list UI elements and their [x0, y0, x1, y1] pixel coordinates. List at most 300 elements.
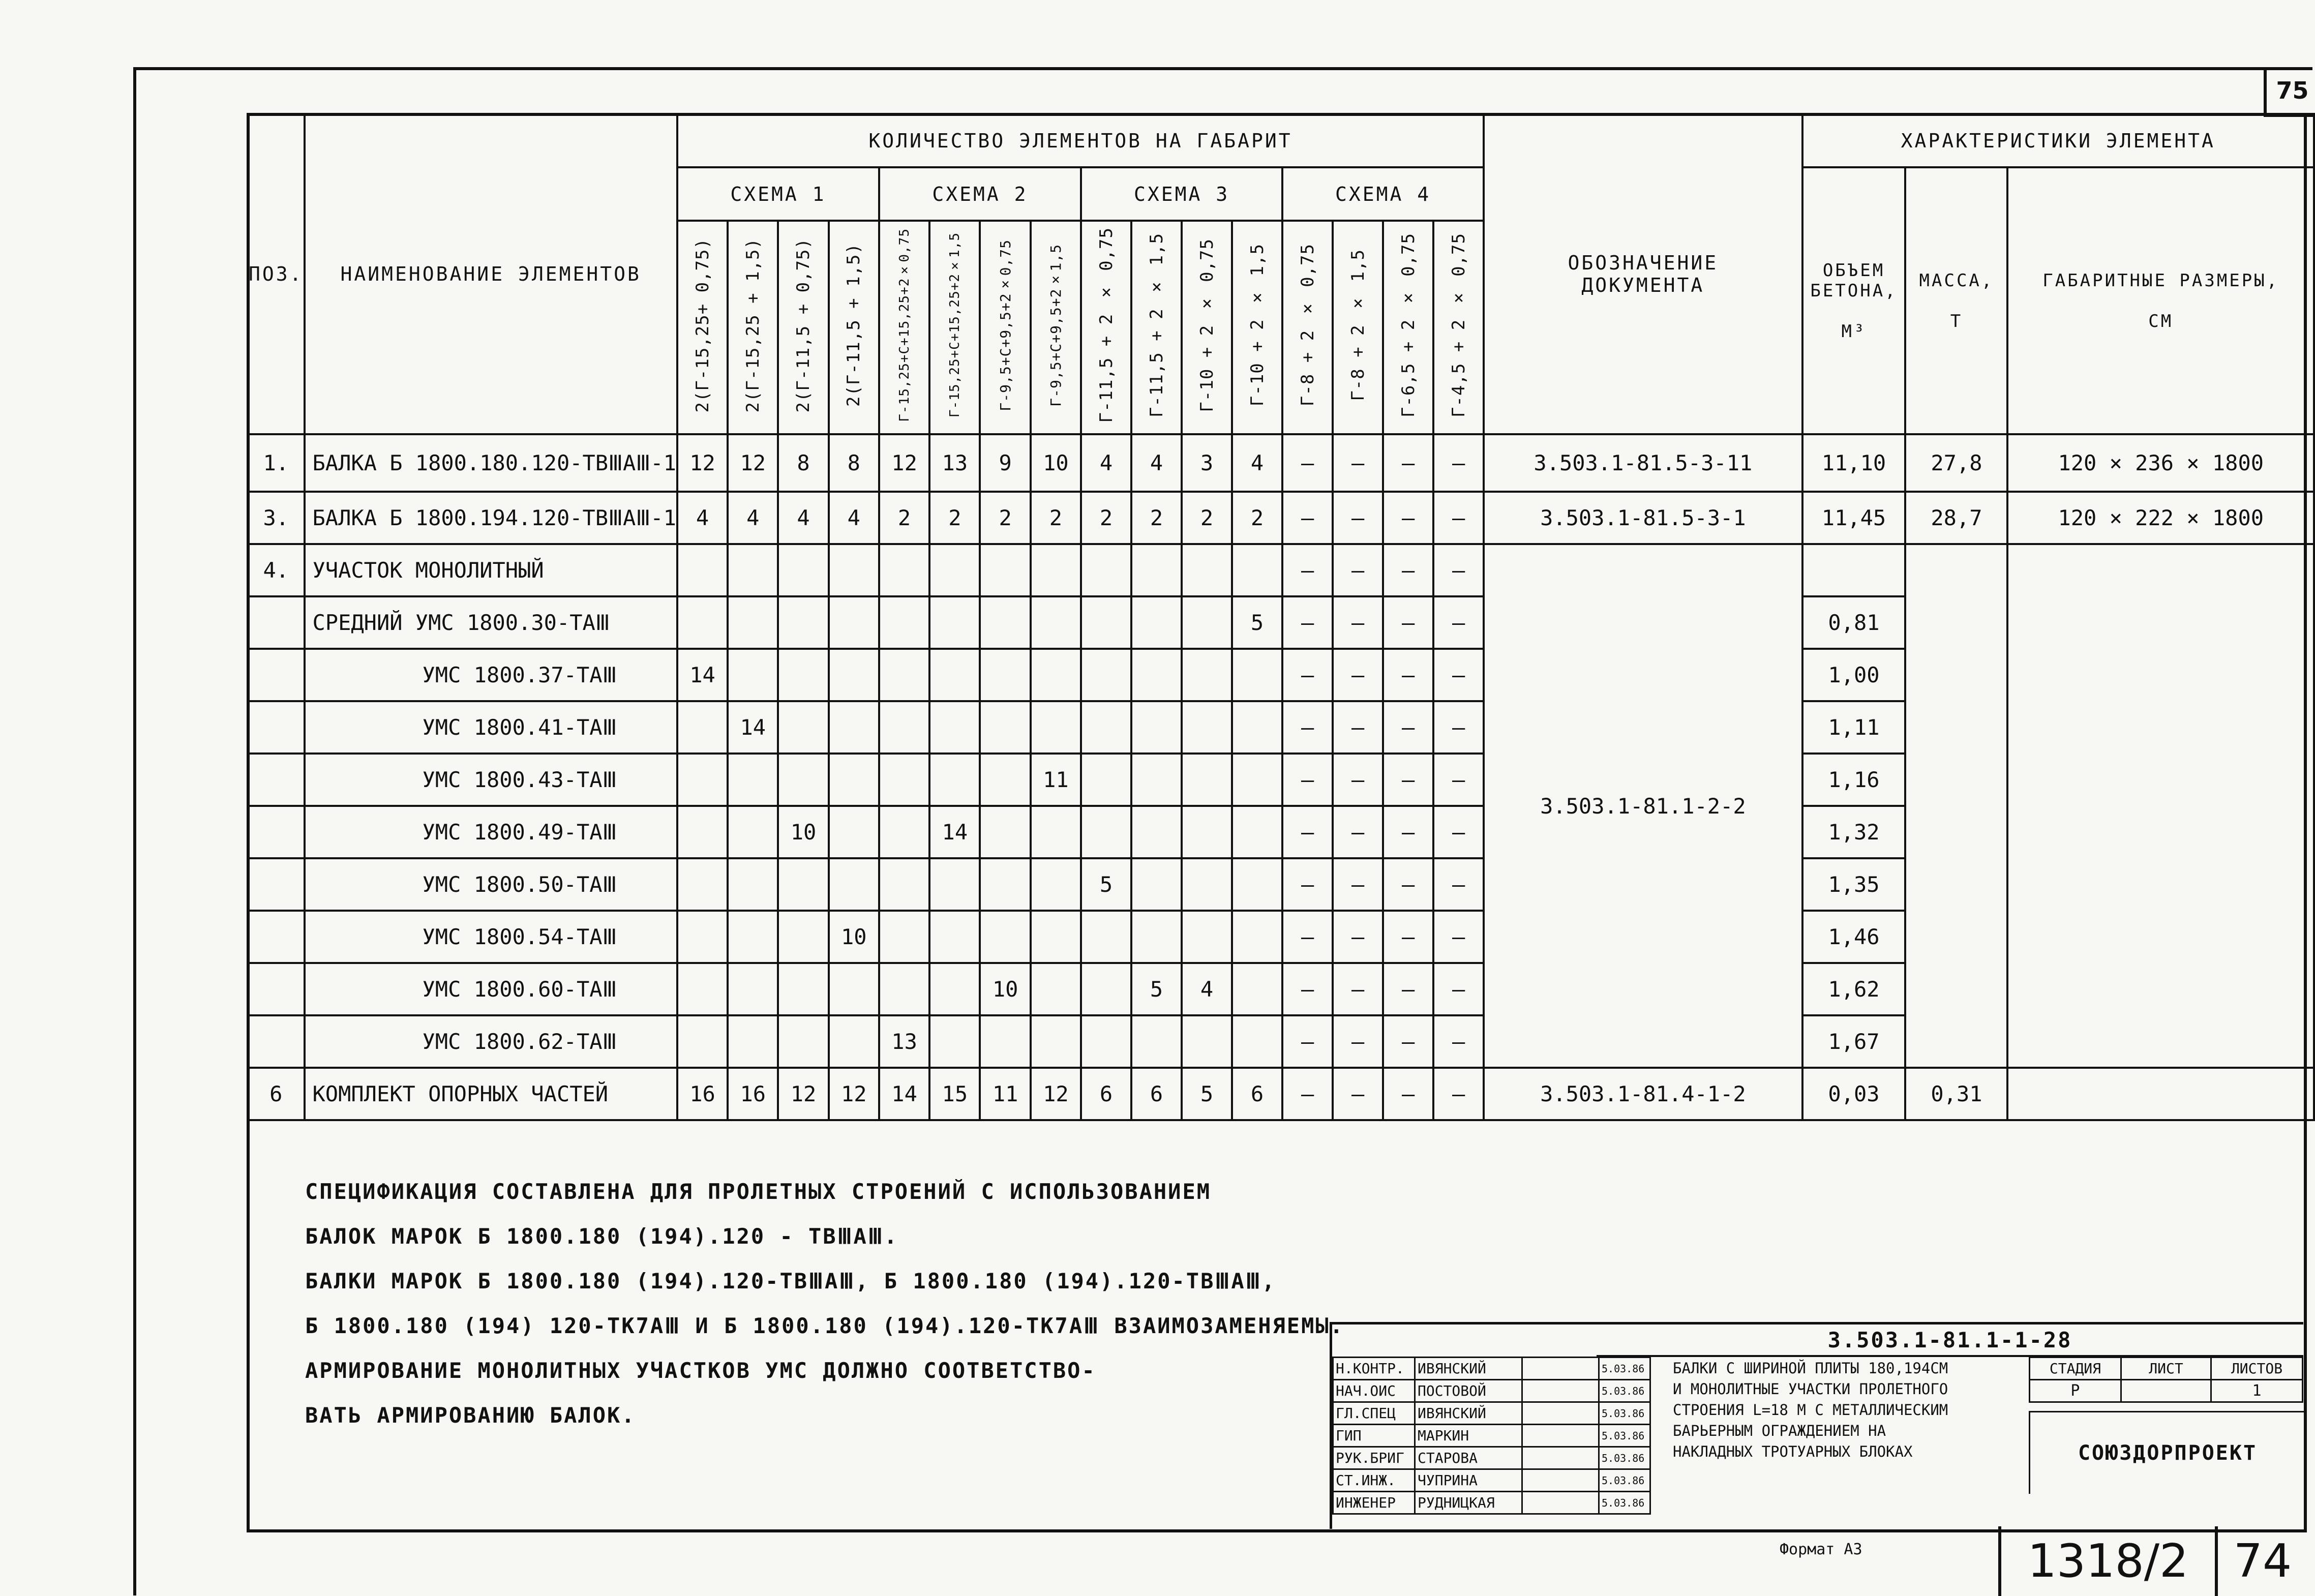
signature-name: ЧУПРИНА [1415, 1469, 1522, 1492]
note-line: АРМИРОВАНИЕ МОНОЛИТНЫХ УЧАСТКОВ УМС ДОЛЖНО СООТВЕТСТВО- [305, 1358, 1096, 1383]
count-cell: — [1333, 806, 1383, 858]
count-cell [778, 701, 828, 754]
count-cell [980, 1015, 1030, 1068]
signature-role: НАЧ.ОИС [1333, 1380, 1415, 1402]
count-cell [728, 1015, 778, 1068]
specification-table [247, 113, 2315, 1121]
count-cell [728, 963, 778, 1015]
count-cell [829, 754, 879, 806]
note-line: ВАТЬ АРМИРОВАНИЮ БАЛОК. [305, 1403, 636, 1428]
count-cell [829, 544, 879, 596]
count-cell: — [1282, 1015, 1333, 1068]
count-cell [1081, 701, 1131, 754]
count-cell: — [1282, 806, 1333, 858]
count-cell [1081, 963, 1131, 1015]
signature-signature [1522, 1492, 1599, 1514]
row-doc: 3.503.1-81.5-3-1 [1484, 492, 1802, 544]
count-cell [1031, 806, 1081, 858]
gabarit-14: Г-8 + 2 × 1,5 [1333, 221, 1383, 434]
count-cell: — [1282, 754, 1333, 806]
count-cell [879, 858, 929, 911]
scheme-2: СХЕМА 2 [879, 167, 1081, 221]
count-cell [1081, 1015, 1131, 1068]
count-cell [1232, 649, 1282, 701]
count-cell: — [1282, 649, 1333, 701]
header-doc: ОБОЗНАЧЕНИЕ ДОКУМЕНТА [1484, 114, 1802, 434]
count-cell: — [1333, 911, 1383, 963]
row-dims [2007, 1068, 2314, 1120]
count-cell: — [1383, 1068, 1433, 1120]
row-volume: 11,10 [1802, 434, 1906, 492]
signature-date: 5.03.86 [1599, 1447, 1650, 1469]
count-cell [778, 911, 828, 963]
count-cell [1131, 701, 1182, 754]
count-cell: — [1383, 858, 1433, 911]
count-cell: — [1433, 596, 1484, 649]
count-cell [778, 649, 828, 701]
row-pos [248, 1015, 305, 1068]
count-cell [980, 806, 1030, 858]
signature-role: СТ.ИНЖ. [1333, 1469, 1415, 1492]
count-cell [879, 754, 929, 806]
row-name: УЧАСТОК МОНОЛИТНЫЙ [305, 544, 677, 596]
count-cell [1232, 963, 1282, 1015]
count-cell: 4 [677, 492, 728, 544]
count-cell: 5 [1182, 1068, 1232, 1120]
organization-name: СОЮЗДОРПРОЕКТ [2029, 1411, 2305, 1494]
count-cell [879, 649, 929, 701]
header-count: КОЛИЧЕСТВО ЭЛЕМЕНТОВ НА ГАБАРИТ [677, 114, 1484, 167]
count-cell [1031, 911, 1081, 963]
count-cell: — [1433, 754, 1484, 806]
signature-role: РУК.БРИГ [1333, 1447, 1415, 1469]
count-cell [929, 911, 980, 963]
count-cell [728, 858, 778, 911]
header-name: НАИМЕНОВАНИЕ ЭЛЕМЕНТОВ [305, 114, 677, 434]
row-dims: 120 × 222 × 1800 [2007, 492, 2314, 544]
count-cell [728, 544, 778, 596]
count-cell: 3 [1182, 434, 1232, 492]
note-line: Б 1800.180 (194) 120-ТК7АⅢ И Б 1800.180 (194).120-ТК7АⅢ ВЗАИМОЗАМЕНЯЕМЫ. [305, 1313, 1344, 1338]
count-cell [1232, 544, 1282, 596]
count-cell: 12 [728, 434, 778, 492]
count-cell: 14 [879, 1068, 929, 1120]
count-cell [1182, 1015, 1232, 1068]
count-cell: 6 [1131, 1068, 1182, 1120]
count-cell [929, 596, 980, 649]
signature-row [1333, 1492, 1650, 1514]
count-cell [677, 963, 728, 1015]
count-cell [829, 858, 879, 911]
title-block [1330, 1322, 2303, 1529]
count-cell: 2 [980, 492, 1030, 544]
row-name: УМС 1800.37-ТАⅢ [305, 649, 677, 701]
count-cell [1081, 806, 1131, 858]
count-cell [929, 754, 980, 806]
count-cell [1131, 596, 1182, 649]
table-row [248, 434, 2314, 492]
count-cell: 13 [879, 1015, 929, 1068]
count-cell [879, 544, 929, 596]
count-cell [778, 1015, 828, 1068]
row-name: УМС 1800.43-ТАⅢ [305, 754, 677, 806]
count-cell: — [1333, 754, 1383, 806]
count-cell: — [1282, 911, 1333, 963]
count-cell: 5 [1131, 963, 1182, 1015]
count-cell [1131, 544, 1182, 596]
count-cell [677, 911, 728, 963]
count-cell: 2 [1131, 492, 1182, 544]
note-line: БАЛОК МАРОК Б 1800.180 (194).120 - ТВⅢАⅢ. [305, 1224, 899, 1249]
count-cell: — [1282, 858, 1333, 911]
gabarit-4: 2(Г-11,5 + 1,5) [829, 221, 879, 434]
gabarit-2: 2(Г-15,25 + 1,5) [728, 221, 778, 434]
count-cell [980, 544, 1030, 596]
count-cell: 4 [728, 492, 778, 544]
count-cell: — [1282, 596, 1333, 649]
signature-date: 5.03.86 [1599, 1425, 1650, 1447]
count-cell [778, 754, 828, 806]
count-cell: 11 [1031, 754, 1081, 806]
row-pos [248, 701, 305, 754]
count-cell: — [1383, 911, 1433, 963]
count-cell: — [1282, 492, 1333, 544]
signature-name: ИВЯНСКИЙ [1415, 1358, 1522, 1380]
count-cell: 10 [980, 963, 1030, 1015]
row-pos [248, 963, 305, 1015]
row-name: СРЕДНИЙ УМС 1800.30-ТАⅢ [305, 596, 677, 649]
gabarit-13: Г-8 + 2 × 0,75 [1282, 221, 1333, 434]
count-cell: — [1282, 544, 1333, 596]
count-cell: — [1433, 434, 1484, 492]
count-cell [929, 649, 980, 701]
signature-row [1333, 1425, 1650, 1447]
count-cell: 14 [929, 806, 980, 858]
count-cell: 12 [1031, 1068, 1081, 1120]
count-cell [980, 596, 1030, 649]
count-cell [980, 858, 1030, 911]
row-volume: 1,16 [1802, 754, 1906, 806]
count-cell: 16 [677, 1068, 728, 1120]
signature-name: ПОСТОВОЙ [1415, 1380, 1522, 1402]
count-cell: — [1433, 492, 1484, 544]
gabarit-3: 2(Г-11,5 + 0,75) [778, 221, 828, 434]
sheets-value: 1 [2211, 1380, 2303, 1402]
count-cell [1232, 701, 1282, 754]
signature-row [1333, 1380, 1650, 1402]
header-volume: ОБЪЕМ БЕТОНА, М³ [1802, 167, 1906, 434]
row-mass: 28,7 [1905, 492, 2007, 544]
count-cell [829, 806, 879, 858]
row-name: КОМПЛЕКТ ОПОРНЫХ ЧАСТЕЙ [305, 1068, 677, 1120]
signature-name: РУДНИЦКАЯ [1415, 1492, 1522, 1514]
row-pos: 6 [248, 1068, 305, 1120]
signature-signature [1522, 1469, 1599, 1492]
count-cell: 4 [1182, 963, 1232, 1015]
count-cell: 10 [829, 911, 879, 963]
count-cell: 2 [879, 492, 929, 544]
signature-signature [1522, 1447, 1599, 1469]
count-cell: — [1282, 963, 1333, 1015]
count-cell: — [1433, 911, 1484, 963]
count-cell [980, 649, 1030, 701]
row-name: УМС 1800.41-ТАⅢ [305, 701, 677, 754]
count-cell: 11 [980, 1068, 1030, 1120]
count-cell [1031, 1015, 1081, 1068]
count-cell: — [1333, 596, 1383, 649]
count-cell: 12 [778, 1068, 828, 1120]
count-cell: — [1333, 1068, 1383, 1120]
count-cell [829, 649, 879, 701]
header-char: ХАРАКТЕРИСТИКИ ЭЛЕМЕНТА [1802, 114, 2314, 167]
count-cell [1182, 858, 1232, 911]
count-cell: 5 [1081, 858, 1131, 911]
count-cell [879, 701, 929, 754]
count-cell [1232, 858, 1282, 911]
count-cell [677, 701, 728, 754]
count-cell [829, 701, 879, 754]
row-pos: 3. [248, 492, 305, 544]
count-cell [980, 754, 1030, 806]
gabarit-15: Г-6,5 + 2 × 0,75 [1383, 221, 1433, 434]
signature-name: МАРКИН [1415, 1425, 1522, 1447]
count-cell [929, 701, 980, 754]
gabarit-11: Г-10 + 2 × 0,75 [1182, 221, 1232, 434]
count-cell [677, 754, 728, 806]
count-cell: — [1383, 1015, 1433, 1068]
row-volume: 0,81 [1802, 596, 1906, 649]
document-code: 3.503.1-81.1-1-28 [1597, 1324, 2303, 1357]
count-cell: — [1433, 1068, 1484, 1120]
count-cell: — [1333, 701, 1383, 754]
note-line: СПЕЦИФИКАЦИЯ СОСТАВЛЕНА ДЛЯ ПРОЛЕТНЫХ СТРОЕНИЙ С ИСПОЛЬЗОВАНИЕМ [305, 1179, 1212, 1204]
row-volume: 1,00 [1802, 649, 1906, 701]
count-cell: 15 [929, 1068, 980, 1120]
count-cell: 14 [728, 701, 778, 754]
count-cell: 2 [1182, 492, 1232, 544]
gabarit-7: Г-9,5+С+9,5+2×0,75 [980, 221, 1030, 434]
count-cell [879, 806, 929, 858]
count-cell [1131, 858, 1182, 911]
count-cell [829, 1015, 879, 1068]
count-cell: 8 [829, 434, 879, 492]
count-cell: — [1383, 701, 1433, 754]
signature-signature [1522, 1358, 1599, 1380]
row-name: УМС 1800.62-ТАⅢ [305, 1015, 677, 1068]
count-cell: — [1333, 963, 1383, 1015]
row-name: БАЛКА Б 1800.180.120-ТВⅢАⅢ-1 [305, 434, 677, 492]
count-cell: 2 [1081, 492, 1131, 544]
count-cell [677, 544, 728, 596]
count-cell: 9 [980, 434, 1030, 492]
count-cell [980, 701, 1030, 754]
signature-row [1333, 1447, 1650, 1469]
row-volume: 1,11 [1802, 701, 1906, 754]
count-cell [1131, 649, 1182, 701]
row-pos [248, 858, 305, 911]
signature-role: ИНЖЕНЕР [1333, 1492, 1415, 1514]
count-cell: 10 [1031, 434, 1081, 492]
row-volume: 1,67 [1802, 1015, 1906, 1068]
row-pos: 4. [248, 544, 305, 596]
count-cell [1081, 544, 1131, 596]
gabarit-9: Г-11,5 + 2 × 0,75 [1081, 221, 1131, 434]
count-cell: — [1383, 963, 1433, 1015]
count-cell: — [1282, 1068, 1333, 1120]
row-volume [1802, 544, 1906, 596]
row-pos [248, 596, 305, 649]
count-cell [1182, 701, 1232, 754]
count-cell: 5 [1232, 596, 1282, 649]
row-volume: 0,03 [1802, 1068, 1906, 1120]
count-cell [1131, 754, 1182, 806]
count-cell: — [1282, 701, 1333, 754]
format-label: Формат А3 [1780, 1541, 1862, 1558]
scheme-3: СХЕМА 3 [1081, 167, 1282, 221]
count-cell [1232, 1015, 1282, 1068]
row-name: УМС 1800.50-ТАⅢ [305, 858, 677, 911]
table-row [248, 1068, 2314, 1120]
stage-value: Р [2030, 1380, 2121, 1402]
gabarit-8: Г-9,5+С+9,5+2×1,5 [1031, 221, 1081, 434]
row-pos: 1. [248, 434, 305, 492]
signature-table [1332, 1357, 1651, 1515]
count-cell: — [1433, 963, 1484, 1015]
gabarit-6: Г-15,25+С+15,25+2×1,5 [929, 221, 980, 434]
count-cell [1031, 858, 1081, 911]
count-cell: — [1383, 596, 1433, 649]
count-cell [1031, 963, 1081, 1015]
count-cell: 13 [929, 434, 980, 492]
count-cell [728, 596, 778, 649]
count-cell: 4 [1232, 434, 1282, 492]
gabarit-12: Г-10 + 2 × 1,5 [1232, 221, 1282, 434]
count-cell [1182, 596, 1232, 649]
row-doc: 3.503.1-81.4-1-2 [1484, 1068, 1802, 1120]
count-cell [728, 649, 778, 701]
header-pos: ПОЗ. [248, 114, 305, 434]
row-volume: 1,35 [1802, 858, 1906, 911]
header-dims: ГАБАРИТНЫЕ РАЗМЕРЫ, СМ [2007, 167, 2314, 434]
count-cell [929, 544, 980, 596]
count-cell: 14 [677, 649, 728, 701]
signature-role: ГЛ.СПЕЦ [1333, 1402, 1415, 1425]
count-cell: — [1333, 858, 1383, 911]
gabarit-10: Г-11,5 + 2 × 1,5 [1131, 221, 1182, 434]
count-cell [778, 963, 828, 1015]
signature-date: 5.03.86 [1599, 1380, 1650, 1402]
count-cell: — [1433, 1015, 1484, 1068]
row-name: БАЛКА Б 1800.194.120-ТВⅢАⅢ-1 [305, 492, 677, 544]
count-cell [1131, 806, 1182, 858]
count-cell [1182, 806, 1232, 858]
gabarit-16: Г-4,5 + 2 × 0,75 [1433, 221, 1484, 434]
count-cell [1182, 754, 1232, 806]
count-cell [728, 911, 778, 963]
count-cell: 2 [1031, 492, 1081, 544]
count-cell [1182, 911, 1232, 963]
count-cell [677, 1015, 728, 1068]
count-cell: — [1433, 858, 1484, 911]
count-cell: — [1333, 1015, 1383, 1068]
count-cell: 12 [829, 1068, 879, 1120]
signature-role: Н.КОНТР. [1333, 1358, 1415, 1380]
row-dims: 120 × 236 × 1800 [2007, 434, 2314, 492]
header-mass: МАССА, Т [1905, 167, 2007, 434]
signature-role: ГИП [1333, 1425, 1415, 1447]
count-cell: — [1282, 434, 1333, 492]
row-name: УМС 1800.49-ТАⅢ [305, 806, 677, 858]
signature-name: СТАРОВА [1415, 1447, 1522, 1469]
count-cell [677, 596, 728, 649]
count-cell: 6 [1081, 1068, 1131, 1120]
count-cell [778, 596, 828, 649]
count-cell: 2 [929, 492, 980, 544]
row-volume: 1,62 [1802, 963, 1906, 1015]
count-cell: — [1383, 754, 1433, 806]
count-cell [929, 963, 980, 1015]
count-cell: 12 [879, 434, 929, 492]
count-cell: — [1333, 434, 1383, 492]
count-cell: 4 [829, 492, 879, 544]
count-cell [1031, 544, 1081, 596]
count-cell [728, 754, 778, 806]
count-cell [1081, 754, 1131, 806]
count-cell: 8 [778, 434, 828, 492]
row-doc: 3.503.1-81.1-2-2 [1484, 544, 1802, 1068]
count-cell: — [1433, 544, 1484, 596]
row-mass: 27,8 [1905, 434, 2007, 492]
count-cell: — [1333, 649, 1383, 701]
row-volume: 1,46 [1802, 911, 1906, 963]
row-dims [2007, 544, 2314, 1068]
count-cell [1031, 701, 1081, 754]
count-cell [879, 963, 929, 1015]
count-cell [1081, 596, 1131, 649]
count-cell: — [1433, 701, 1484, 754]
count-cell [728, 806, 778, 858]
count-cell [677, 806, 728, 858]
signature-date: 5.03.86 [1599, 1358, 1650, 1380]
row-volume: 11,45 [1802, 492, 1906, 544]
row-pos [248, 911, 305, 963]
row-pos [248, 649, 305, 701]
count-cell [929, 858, 980, 911]
count-cell: — [1433, 649, 1484, 701]
count-cell: 16 [728, 1068, 778, 1120]
count-cell [1031, 596, 1081, 649]
signature-signature [1522, 1380, 1599, 1402]
count-cell: 4 [778, 492, 828, 544]
row-doc: 3.503.1-81.5-3-11 [1484, 434, 1802, 492]
row-name: УМС 1800.54-ТАⅢ [305, 911, 677, 963]
count-cell: — [1333, 544, 1383, 596]
count-cell [980, 911, 1030, 963]
stage-table: СТАДИЯ ЛИСТ ЛИСТОВ Р 1 [2029, 1357, 2303, 1403]
count-cell: 4 [1131, 434, 1182, 492]
gabarit-5: Г-15,25+С+15,25+2×0,75 [879, 221, 929, 434]
note-line: БАЛКИ МАРОК Б 1800.180 (194).120-ТВⅢАⅢ, Б 1800.180 (194).120-ТВⅢАⅢ, [305, 1269, 1276, 1293]
count-cell [879, 596, 929, 649]
count-cell [1031, 649, 1081, 701]
count-cell [778, 858, 828, 911]
row-mass: 0,31 [1905, 1068, 2007, 1120]
signature-signature [1522, 1402, 1599, 1425]
count-cell: — [1333, 492, 1383, 544]
count-cell [1182, 544, 1232, 596]
count-cell: 4 [1081, 434, 1131, 492]
signature-date: 5.03.86 [1599, 1469, 1650, 1492]
